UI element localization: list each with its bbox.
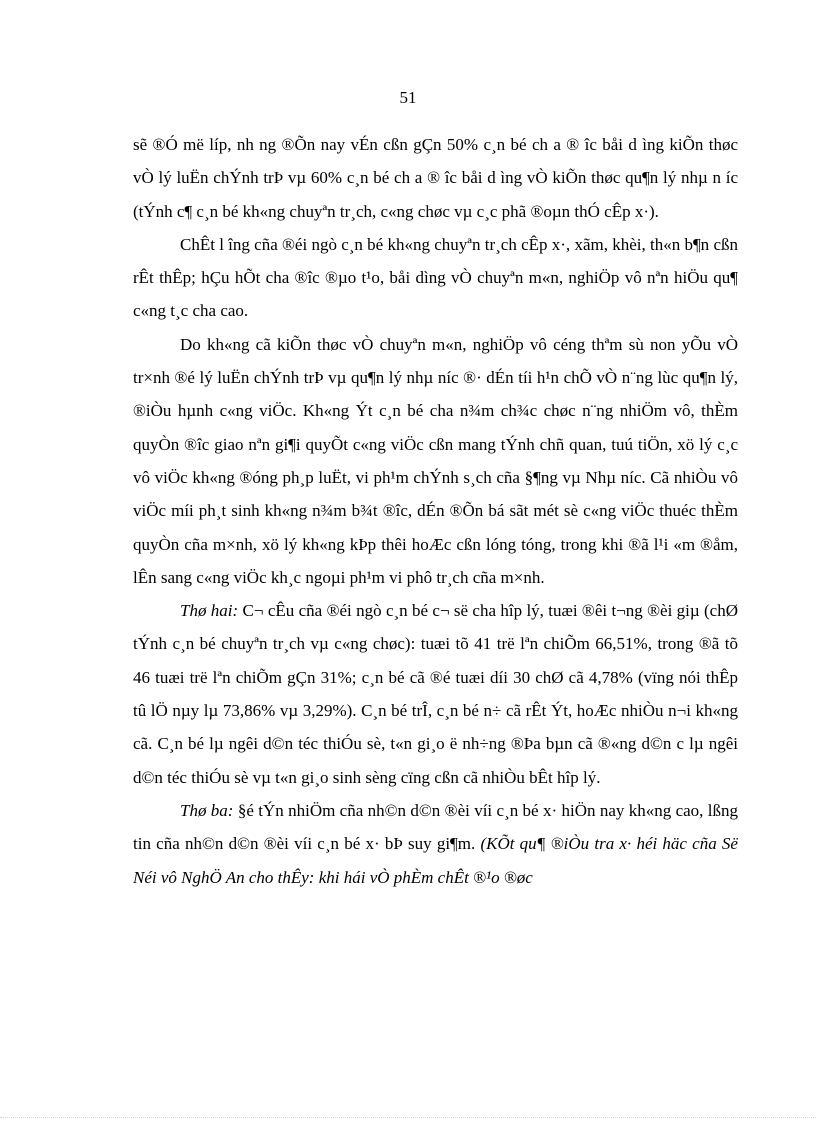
paragraph-text: Do kh«ng cã kiÕn thøc vÒ chuyªn m«n, nghiÖp vô céng thªm sù non yÕu vÒ tr×nh ®é lý luËn chÝnh trÞ vµ qu¶n lý nhµ níc ®· dÉn tíi h¹n chÕ vÒ n¨ng lùc qu¶n lý, ®iÒu hµnh c«ng viÖc. Kh«ng Ýt c¸n bé cha n¾m ch¾c chøc n¨ng nhiÖm vô, thÈm quyÒn ®îc giao nªn gi¶i quyÕt c«ng viÖc cßn mang tÝnh chñ quan, tuú tiÖn, xö lý c¸c vô viÖc kh«ng ®óng ph¸p luËt, vi ph¹m chÝnh s¸ch cña §¶ng vµ Nhµ níc. Cã nhiÒu vô viÖc míi ph¸t sinh kh«ng n¾m b¾t ®îc, dÉn ®Õn bá sãt mét sè c«ng viÖc thuéc thÈm quyÒn cña m×nh, xö lý kh«ng kÞp thêi hoÆc cßn lóng tóng, trong khi ®ã l¹i «m ®åm, lÊn sang c«ng viÖc kh¸c ngoµi ph¹m vi phô tr¸ch cña m×nh. (133, 334, 738, 587)
page-number: 51 (399, 88, 417, 107)
body-text (133, 128, 738, 894)
paragraph-3 (133, 328, 738, 594)
page-bottom-divider (0, 1117, 816, 1118)
paragraph-1 (133, 128, 738, 228)
paragraph-italic-tail: (KÕt qu¶ ®iÒu tra x· héi häc cña Së Néi vô NghÖ An cho thÊy: khi hái vÒ phÈm chÊt ®¹o ®øc (133, 834, 738, 887)
paragraph-text: ChÊt l îng cña ®éi ngò c¸n bé kh«ng chuyªn tr¸ch cÊp x·, xãm, khèi, th«n b¶n cßn rÊt thÊp; hÇu hÕt cha ®îc ®µo t¹o, båi dìng vÒ chuyªn m«n, nghiÖp vô nªn hiÖu qu¶ c«ng t¸c cha cao. (133, 234, 738, 321)
paragraph-4 (133, 594, 738, 794)
paragraph-text: C¬ cÊu cña ®éi ngò c¸n bé c¬ së cha hîp lý, tuæi ®êi t¬ng ®èi giµ (chØ tÝnh c¸n bé chuyªn tr¸ch vµ c«ng chøc): tuæi tõ 41 trë lªn chiÕm 66,51%, trong ®ã tõ 46 tuæi trë lªn chiÕm gÇn 31%; c¸n bé cã ®é tuæi díi 30 chØ cã 4,78% (vïng nói thÊp tû lÖ nµy lµ 73,86% vµ 3,29%). C¸n bé trÎ, c¸n bé n÷ cã rÊt Ýt, hoÆc nhiÒu n¬i kh«ng cã. C¸n bé lµ ngêi d©n téc thiÓu sè, t«n gi¸o ë nh÷ng ®Þa bµn cã ®«ng d©n c lµ ngêi d©n téc thiÓu sè vµ t«n gi¸o sinh sèng cïng cßn cã nhiÒu bÊt hîp lý. (133, 601, 738, 787)
paragraph-5 (133, 794, 738, 894)
paragraph-text: sẽ ®Ó më líp, nh ng ®Õn nay vÉn cßn gÇn 50% c¸n bé ch a ® îc båi d ìng kiÕn thøc vÒ lý luËn chÝnh trÞ vµ 60% c¸n bé ch a ® îc båi d ìng vÒ kiÕn thøc qu¶n lý nhµ n íc (tÝnh c¶ c¸n bé kh«ng chuyªn tr¸ch, c«ng chøc vµ c¸c phã ®oµn thÓ cÊp x·). (133, 135, 738, 221)
paragraph-lead: Thø ba: (180, 800, 234, 820)
paragraph-2 (133, 228, 738, 328)
paragraph-lead: Thø hai: (180, 601, 239, 621)
paragraph-text: §é tÝn nhiÖm cña nh©n d©n ®èi víi c¸n bé x· hiÖn nay kh«ng cao, lßng tin cña nh©n d©n ®èi víi c¸n bé x· bÞ suy gi¶m. (133, 800, 738, 854)
